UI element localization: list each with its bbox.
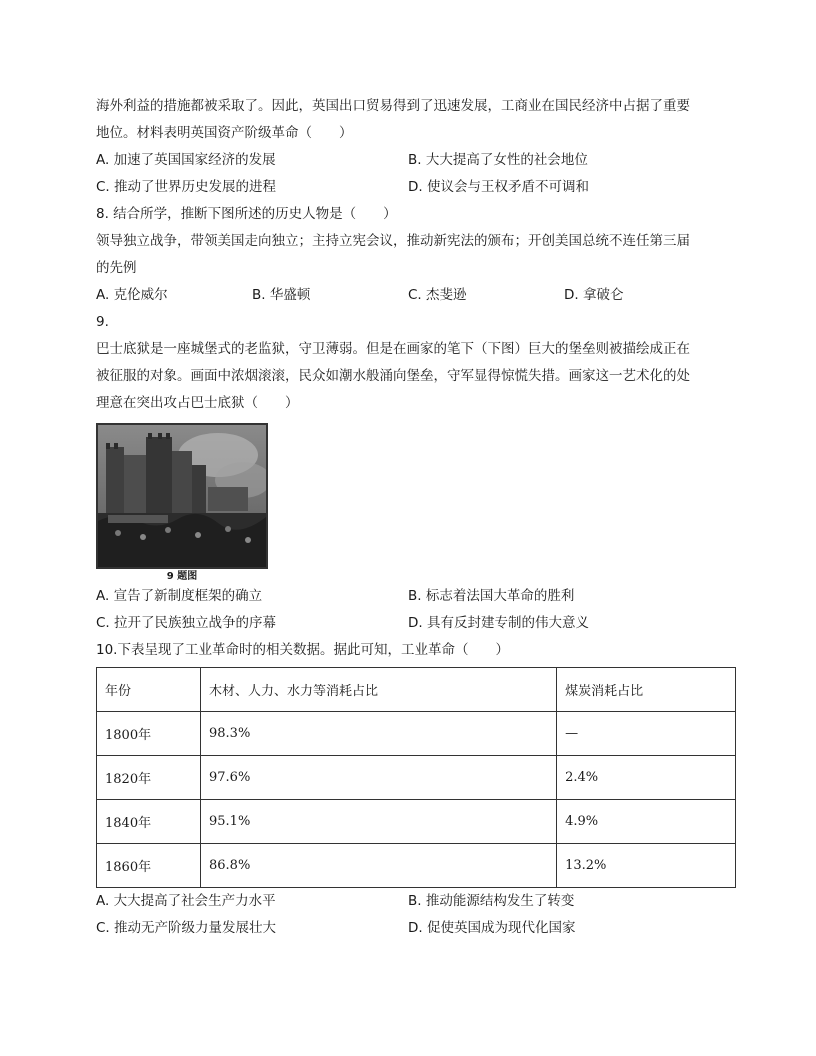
table-row bbox=[97, 800, 736, 844]
intro-line-1: 海外利益的措施都被采取了。因此，英国出口贸易得到了迅速发展，工商业在国民经济中占据了重要 bbox=[96, 98, 690, 114]
table-cell: 1820年 bbox=[97, 756, 201, 800]
q8-option-b[interactable]: B. 华盛顿 bbox=[252, 287, 311, 303]
q7-options-row-1 bbox=[96, 147, 736, 174]
q7-option-b[interactable]: B. 大大提高了女性的社会地位 bbox=[408, 152, 588, 168]
q8-stem: 8. 结合所学，推断下图所述的历史人物是（ ） bbox=[96, 206, 397, 222]
q10-option-d[interactable]: D. 促使英国成为现代化国家 bbox=[408, 920, 576, 936]
q9-number: 9. bbox=[96, 314, 109, 330]
table-cell: 1800年 bbox=[97, 712, 201, 756]
q9-text-line-1: 巴士底狱是一座城堡式的老监狱，守卫薄弱。但是在画家的笔下（下图）巨大的堡垒则被描绘成正在 bbox=[96, 341, 690, 357]
table-cell: 86.8% bbox=[201, 844, 557, 888]
table-cell: 1840年 bbox=[97, 800, 201, 844]
q8-option-a[interactable]: A. 克伦威尔 bbox=[96, 287, 168, 303]
exam-page bbox=[96, 93, 736, 942]
q9-options-row-1 bbox=[96, 583, 736, 610]
bastille-illustration bbox=[98, 425, 266, 567]
q9-figure bbox=[96, 423, 268, 583]
q9-text-line-2: 被征服的对象。画面中浓烟滚滚，民众如潮水般涌向堡垒，守军显得惊慌失措。画家这一艺术化的处 bbox=[96, 368, 690, 384]
q8-options bbox=[96, 282, 736, 309]
q9-option-b[interactable]: B. 标志着法国大革命的胜利 bbox=[408, 588, 575, 604]
table-cell: 13.2% bbox=[557, 844, 736, 888]
q7-option-a[interactable]: A. 加速了英国国家经济的发展 bbox=[96, 152, 276, 168]
energy-consumption-table bbox=[96, 667, 736, 888]
table-row bbox=[97, 712, 736, 756]
table-header-cell: 木材、人力、水力等消耗占比 bbox=[201, 668, 557, 712]
q10-option-c[interactable]: C. 推动无产阶级力量发展壮大 bbox=[96, 920, 277, 936]
q8-material-line-1: 领导独立战争，带领美国走向独立；主持立宪会议，推动新宪法的颁布；开创美国总统不连任第三届 bbox=[96, 233, 690, 249]
q10-options-row-1 bbox=[96, 888, 736, 915]
q10-option-b[interactable]: B. 推动能源结构发生了转变 bbox=[408, 893, 575, 909]
table-cell: 2.4% bbox=[557, 756, 736, 800]
table-header-cell: 年份 bbox=[97, 668, 201, 712]
table-cell: 1860年 bbox=[97, 844, 201, 888]
q7-options-row-2 bbox=[96, 174, 736, 201]
q10-option-a[interactable]: A. 大大提高了社会生产力水平 bbox=[96, 893, 276, 909]
q8-option-d[interactable]: D. 拿破仑 bbox=[564, 287, 624, 303]
figure-caption: 9 题图 bbox=[166, 571, 198, 582]
table-row bbox=[97, 844, 736, 888]
table-row bbox=[97, 756, 736, 800]
q7-option-c[interactable]: C. 推动了世界历史发展的进程 bbox=[96, 179, 277, 195]
q9-options-row-2 bbox=[96, 610, 736, 637]
q9-option-c[interactable]: C. 拉开了民族独立战争的序幕 bbox=[96, 615, 277, 631]
table-header-row bbox=[97, 668, 736, 712]
q9-option-d[interactable]: D. 具有反封建专制的伟大意义 bbox=[408, 615, 589, 631]
table-cell: 97.6% bbox=[201, 756, 557, 800]
bastille-painting-image bbox=[96, 423, 268, 569]
q8-option-c[interactable]: C. 杰斐逊 bbox=[408, 287, 467, 303]
table-cell: 4.9% bbox=[557, 800, 736, 844]
table-cell: 95.1% bbox=[201, 800, 557, 844]
q9-option-a[interactable]: A. 宣告了新制度框架的确立 bbox=[96, 588, 263, 604]
q10-options-row-2 bbox=[96, 915, 736, 942]
table-header-cell: 煤炭消耗占比 bbox=[557, 668, 736, 712]
intro-line-2: 地位。材料表明英国资产阶级革命（ ） bbox=[96, 125, 353, 141]
q7-option-d[interactable]: D. 使议会与王权矛盾不可调和 bbox=[408, 179, 589, 195]
q8-material-line-2: 的先例 bbox=[96, 260, 137, 276]
q10-stem: 10.下表呈现了工业革命时的相关数据。据此可知，工业革命（ ） bbox=[96, 642, 509, 658]
table-cell: 98.3% bbox=[201, 712, 557, 756]
table-cell: — bbox=[557, 712, 736, 756]
q9-text-line-3: 理意在突出攻占巴士底狱（ ） bbox=[96, 395, 299, 411]
